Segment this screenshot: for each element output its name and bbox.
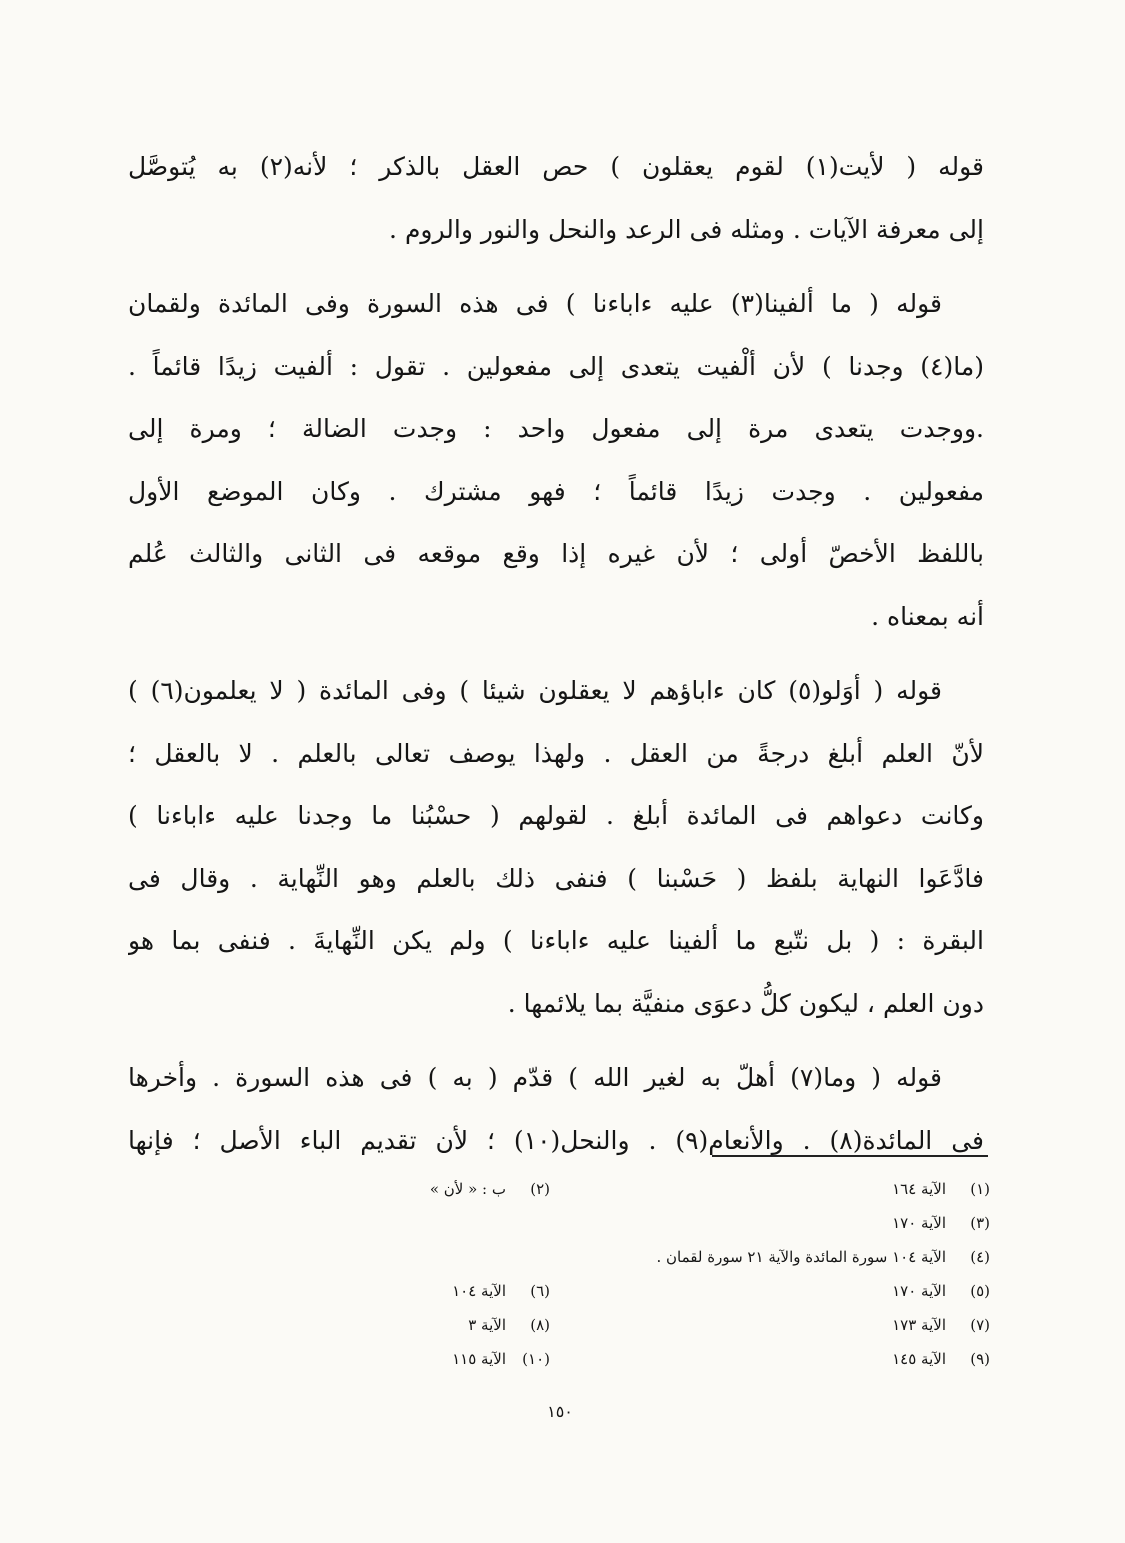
footnote <box>550 1308 990 1342</box>
footnote-row <box>340 1206 990 1240</box>
footnote-row <box>340 1172 990 1206</box>
footnote <box>360 1308 550 1342</box>
paragraph <box>128 1047 984 1172</box>
text-line: فى المائدة(٨) . والأنعام(٩) . والنحل(١٠) ؛ لأن تقديم الباء الأصل ؛ فإنها <box>128 1125 984 1155</box>
footnote <box>550 1274 990 1308</box>
footnote-text: الآية ١٤٥ <box>892 1350 946 1368</box>
footnote-row <box>340 1274 990 1308</box>
footnote <box>550 1206 990 1240</box>
footnote-number: (٥) <box>970 1282 990 1300</box>
footnote <box>550 1172 990 1206</box>
text-line: مفعولين . وجدت زيدًا قائماً ؛ فهو مشترك . وكان الموضع الأول <box>128 476 984 506</box>
text-line: قوله ( ما ألفينا(٣) عليه ءاباءنا ) فى هذه السورة وفى المائدة ولقمان <box>128 289 943 318</box>
text-line: قوله ( وما(٧) أهلّ به لغير الله ) قدّم ( به ) فى هذه السورة . وأخرها <box>128 1063 942 1092</box>
footnote-number: (٩) <box>970 1350 990 1368</box>
footnote-number: (٦) <box>530 1282 550 1300</box>
text-line: باللفظ الأخصّ أولى ؛ لأن غيره إذا وقع موقعه فى الثانى والثالث عُلم <box>128 539 984 568</box>
text-line: قوله ( لأيت(١) لقوم يعقلون ) حص العقل بالذكر ؛ لأنه(٢) به يُتوصَّل <box>128 152 984 181</box>
footnote-number: (١) <box>970 1180 990 1198</box>
footnote-row <box>340 1342 990 1376</box>
page-number: ١٥٠ <box>547 1402 573 1421</box>
footnote <box>360 1342 550 1376</box>
footnote-text: الآية ١١٥ <box>452 1350 506 1368</box>
footnote <box>360 1274 550 1308</box>
paragraph <box>128 273 984 648</box>
footnote-text: الآية ١٠٤ سورة المائدة والآية ٢١ سورة لقمان . <box>656 1248 946 1266</box>
footnote-row <box>340 1240 990 1274</box>
footnote-text: الآية ١٧٠ <box>892 1282 946 1300</box>
text-line: .ووجدت يتعدى مرة إلى مفعول واحد : وجدت الضالة ؛ ومرة إلى <box>128 414 984 443</box>
footnote-row <box>340 1308 990 1342</box>
footnote-text: الآية ١٧٣ <box>892 1316 946 1334</box>
footnotes <box>340 1172 990 1376</box>
paragraph <box>128 660 984 1035</box>
footnote-number: (٧) <box>970 1316 990 1334</box>
footnote-text: ب : « لأن » <box>429 1180 506 1198</box>
text-line: قوله ( أوَلو(٥) كان ءاباؤهم لا يعقلون شيئا ) وفى المائدة ( لا يعلمون(٦) ) <box>128 676 942 705</box>
text-line: أنه بمعناه . <box>871 601 984 631</box>
footnote-number: (٨) <box>530 1316 550 1334</box>
text-line: إلى معرفة الآيات . ومثله فى الرعد والنحل والنور والروم . <box>389 214 984 244</box>
text-line: لأنّ العلم أبلغ درجةً من العقل . ولهذا يوصف تعالى بالعلم . لا بالعقل ؛ <box>128 738 984 768</box>
footnote-number: (٢) <box>530 1180 550 1198</box>
footnote <box>550 1342 990 1376</box>
footnote <box>350 1240 990 1274</box>
footnote-number: (٣) <box>970 1214 990 1232</box>
footnote-number: (٤) <box>970 1248 990 1266</box>
text-line: (ما(٤) وجدنا ) لأن ألْفيت يتعدى إلى مفعولين . تقول : ألفيت زيدًا قائماً . <box>128 351 984 381</box>
footnote-text: الآية ١٠٤ <box>452 1282 506 1300</box>
paragraph <box>128 136 984 261</box>
text-line: البقرة : ( بل نتّبع ما ألفينا عليه ءاباءنا ) ولم يكن النِّهايةَ . فنفى بما هو <box>128 926 984 955</box>
footnote-text: الآية ١٦٤ <box>892 1180 946 1198</box>
footnote-text: الآية ١٧٠ <box>892 1214 946 1232</box>
main-text <box>128 136 984 1184</box>
footnote <box>360 1172 550 1206</box>
footnote-number: (١٠) <box>522 1350 550 1368</box>
footnote-text: الآية ٣ <box>468 1316 506 1334</box>
text-line: وكانت دعواهم فى المائدة أبلغ . لقولهم ( حسْبُنا ما وجدنا عليه ءاباءنا ) <box>128 801 984 830</box>
text-line: دون العلم ، ليكون كلُّ دعوَى منفيَّة بما يلائمها . <box>507 988 984 1018</box>
footnote-divider <box>712 1155 988 1157</box>
text-line: فادَّعَوا النهاية بلفظ ( حَسْبنا ) فنفى ذلك بالعلم وهو النِّهاية . وقال فى <box>128 863 984 893</box>
